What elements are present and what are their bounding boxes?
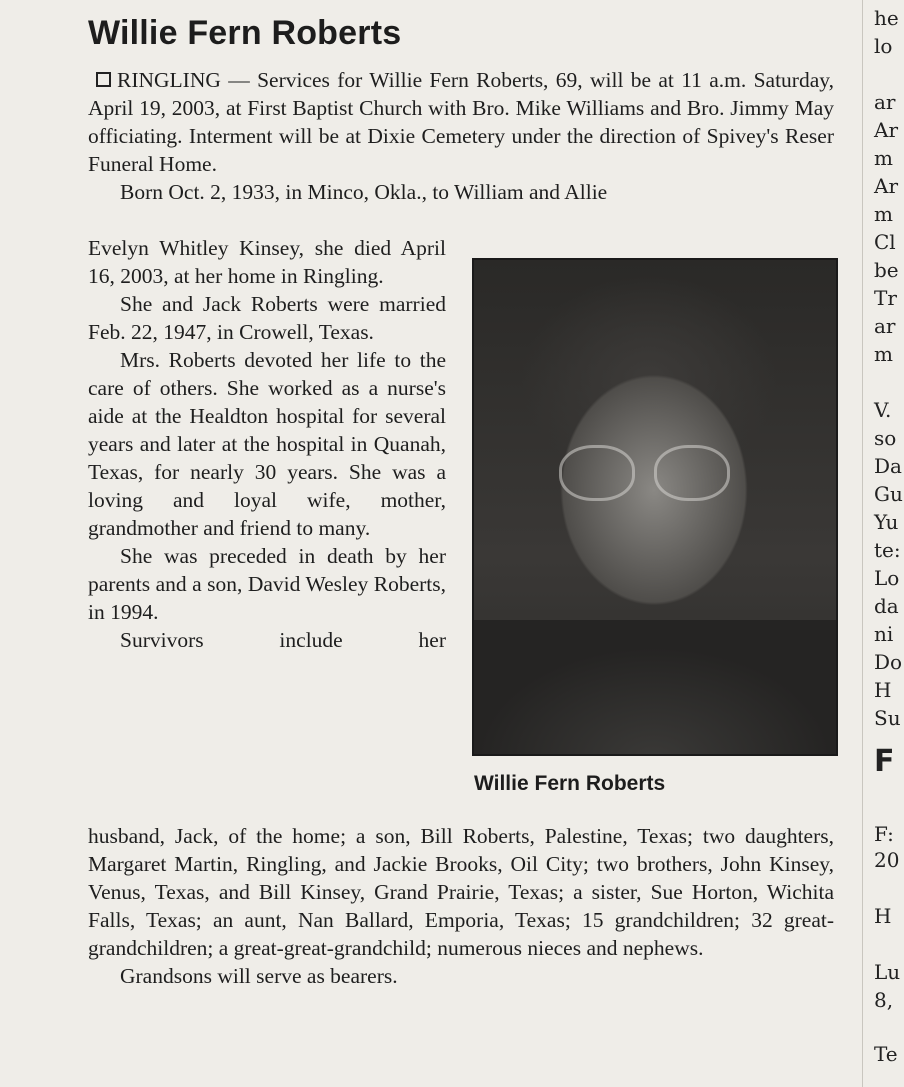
adjacent-column-fragment: m: [874, 202, 893, 226]
column-divider: [862, 0, 863, 1087]
adjacent-column-fragment: F:: [874, 822, 894, 846]
adjacent-column-fragments: [870, 0, 904, 1087]
photo-caption: Willie Fern Roberts: [474, 772, 666, 795]
adjacent-column-fragment: da: [874, 594, 899, 618]
intro-block: [88, 66, 834, 206]
birth-paragraph: Evelyn Whitley Kinsey, she died April 16, 2003, at her home in Ringling.: [88, 236, 446, 288]
photo-glasses-right: [654, 445, 730, 501]
career-paragraph: Mrs. Roberts devoted her life to the care of others. She worked as a nurse's aide at the Healdton hospital for several years and later at the hospital in Quanah, Texas, for nearly 30 years. She was a loving and loyal wife, mother, grandmother and friend to many.: [88, 348, 446, 540]
adjacent-column-fragment: Lo: [874, 566, 900, 590]
adjacent-column-fragment: te:: [874, 538, 901, 562]
dateline: RINGLING: [117, 68, 221, 92]
adjacent-column-fragment: H: [874, 678, 892, 702]
photo-shoulders: [474, 620, 836, 756]
checkbox-bullet-icon: [96, 72, 111, 87]
survivors-paragraph: husband, Jack, of the home; a son, Bill Roberts, Palestine, Texas; two daughters, Margaret Martin, Ringling, and Jackie Brooks, Oil City; two brothers, John Kinsey, Venus, Texas, and Bill Kinsey, Grand Prairie, Texas; a sister, Sue Horton, Wichita Falls, Texas; an aunt, Nan Ballard, Emporia, Texas; 15 grandchildren; 32 great-grandchildren; a great-great-grandchild; numerous nieces and nephews.: [88, 824, 834, 960]
adjacent-column-fragment: F: [874, 744, 895, 779]
adjacent-column-fragment: Ar: [874, 174, 899, 198]
services-paragraph: [88, 66, 834, 178]
adjacent-column-fragment: Do: [874, 650, 903, 674]
survivors-start: Survivors include her: [120, 628, 446, 652]
adjacent-column-fragment: m: [874, 342, 893, 366]
adjacent-column-fragment: Lu: [874, 960, 901, 984]
adjacent-column-fragment: be: [874, 258, 899, 282]
adjacent-column-fragment: Gu: [874, 482, 903, 506]
survivors-block: [88, 822, 834, 990]
adjacent-column-fragment: 20: [874, 848, 900, 872]
adjacent-column-fragment: H: [874, 904, 892, 928]
adjacent-column-fragment: 8,: [874, 988, 894, 1012]
services-text: — Services for Willie Fern Roberts, 69, will be at 11 a.m. Saturday, April 19, 2003, at First Baptist Church with Bro. Mike Williams and Bro. Jimmy May officiating. Interment will be at Dixie Cemetery under the direction of Spivey's Reser Funeral Home.: [88, 68, 834, 176]
adjacent-column-fragment: Da: [874, 454, 902, 478]
adjacent-column-fragment: lo: [874, 34, 893, 58]
adjacent-column-fragment: Te: [874, 1042, 898, 1066]
adjacent-column-fragment: ar: [874, 90, 896, 114]
birth-line: Born Oct. 2, 1933, in Minco, Okla., to William and Allie: [120, 180, 608, 204]
portrait-photo: [472, 258, 838, 756]
preceded-paragraph: She was preceded in death by her parents and a son, David Wesley Roberts, in 1994.: [88, 544, 446, 624]
adjacent-column-fragment: ni: [874, 622, 894, 646]
adjacent-column-fragment: so: [874, 426, 897, 450]
adjacent-column-fragment: V.: [874, 398, 892, 422]
marriage-paragraph: She and Jack Roberts were married Feb. 22, 1947, in Crowell, Texas.: [88, 292, 446, 344]
adjacent-column-fragment: Cl: [874, 230, 896, 254]
obituary-headline: Willie Fern Roberts: [88, 14, 402, 52]
bearers-paragraph: Grandsons will serve as bearers.: [120, 964, 398, 988]
adjacent-column-fragment: he: [874, 6, 899, 30]
adjacent-column-fragment: m: [874, 146, 893, 170]
photo-glasses-left: [559, 445, 635, 501]
adjacent-column-fragment: Yu: [874, 510, 899, 534]
adjacent-column-fragment: Su: [874, 706, 901, 730]
adjacent-column-fragment: Tr: [874, 286, 897, 310]
adjacent-column-fragment: Ar: [874, 118, 899, 142]
narrow-column: [88, 234, 446, 654]
adjacent-column-fragment: ar: [874, 314, 896, 338]
